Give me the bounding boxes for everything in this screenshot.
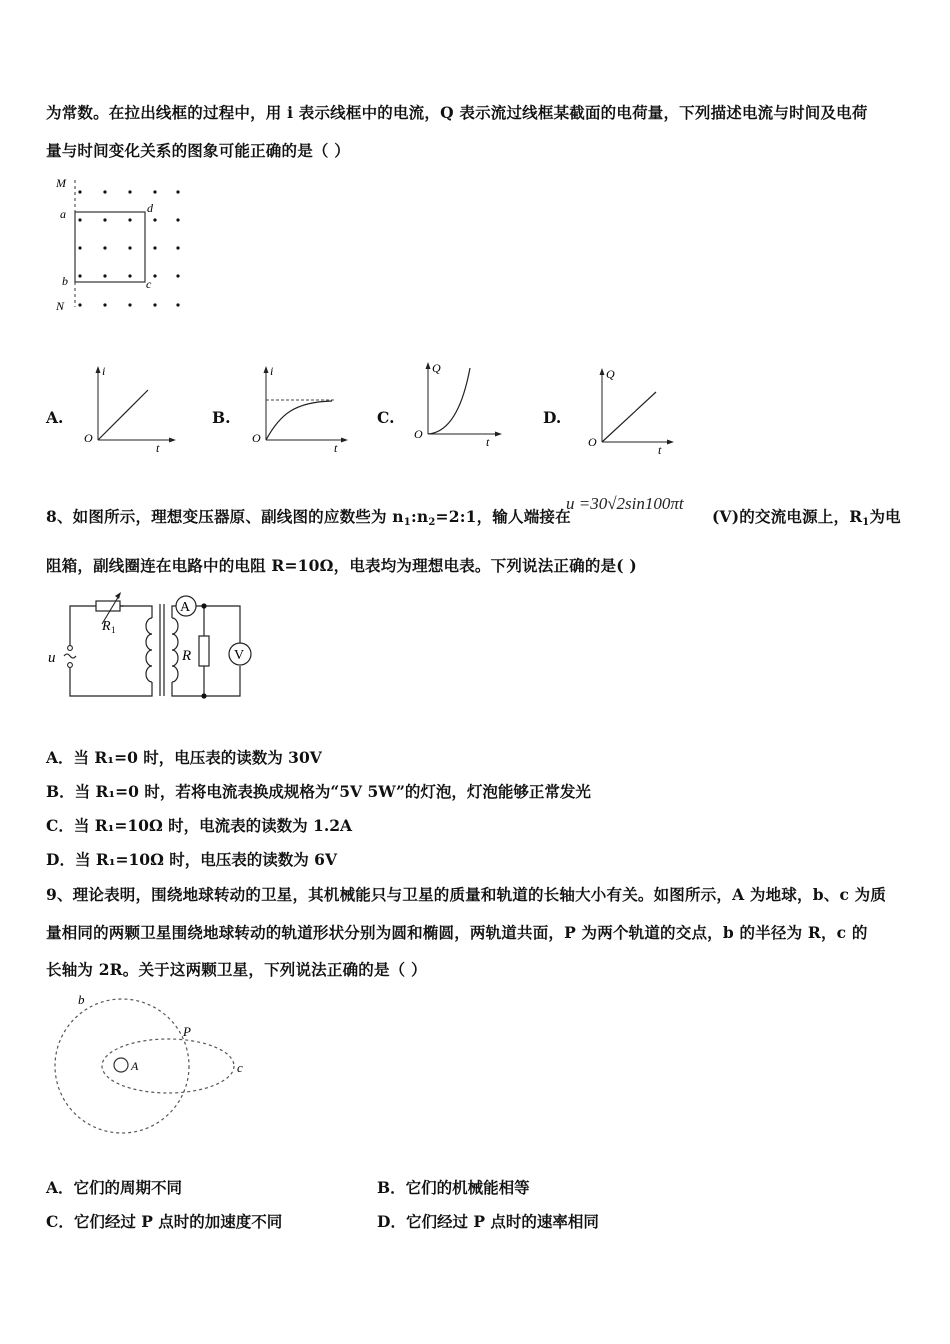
q9-answer-a: A．它们的周期不同 [46,1178,183,1197]
q7-option-c-xlabel: t [486,435,490,449]
q7-wire-frame [75,212,145,282]
q7-option-b-graph [250,362,354,454]
q8-r1-resistor [96,601,120,611]
q9-answer-b: B．它们的机械能相等 [377,1178,530,1197]
q8-label-r1-sub: 1 [111,625,116,635]
q8-ammeter-label: A [180,600,191,615]
q8-line-1: 8、如图所示，理想变压器原、副线图的应数些为 $n_1:n_2=2:1$，输人端接在 [46,507,571,528]
q7-option-b-curve [266,401,332,440]
q9-earth-a [114,1058,128,1072]
q8-voltmeter-label: V [234,648,245,663]
q7-option-a-xlabel: t [156,441,160,454]
q8-label-r1: R [102,619,111,634]
q9-label-b: b [78,992,85,1007]
q8-answer-b: B．当 R₁=0 时，若将电流表换成规格为“5V 5W”的灯泡，灯泡能够正常发光 [46,782,591,801]
q8-answer-d: D．当 R₁=10Ω 时，电压表的读数为 6V [46,850,337,869]
q7-option-d-ylabel: Q [606,367,615,381]
q8-label-u: u [48,650,56,666]
q7-option-a-ylabel: i [102,364,106,378]
q9-orbit-figure [44,990,264,1140]
q7-option-b-letter: B. [212,408,231,427]
q7-option-d-letter: D. [543,408,562,427]
q7-option-d-curve [602,392,656,442]
q7-option-a-letter: A. [46,408,64,427]
q9-answer-d: D．它们经过 P 点时的速率相同 [377,1212,599,1231]
q7-field-dots [78,190,179,306]
q9-line-3: 长轴为 2R。关于这两颗卫星，下列说法正确的是（ ） [46,960,427,979]
q8-circuit [44,590,264,710]
q8-line-2: 阻箱，副线圈连在电路中的电阻 R=10Ω，电表均为理想电表。下列说法正确的是( ) [46,556,637,575]
q8-line-1-tail: (V)的交流电源上，$R_1$为电 [712,507,901,528]
q7-option-a-curve [98,390,148,440]
q7-label-b: b [62,274,68,288]
q7-label-c: c [146,277,152,291]
q7-option-a-graph [82,362,182,454]
q7-line-1: 为常数。在拉出线框的过程中，用 i 表示线框中的电流，Q 表示流过线框某截面的电荷量，下列描述电流与时间及电荷 [46,103,868,122]
q7-label-M: M [56,176,66,190]
q9-label-c: c [237,1060,243,1075]
q8-formula: u =30√2sin100πt [566,494,684,513]
q9-answer-c: C．它们经过 P 点时的加速度不同 [46,1212,283,1231]
q9-line-1: 9、理论表明，围绕地球转动的卫星，其机械能只与卫星的质量和轨道的长轴大小有关。如图所示，A 为地球，b、c 为质 [46,885,887,904]
q7-option-c-ylabel: Q [432,361,441,375]
q7-option-d-graph [586,364,686,456]
q7-option-a-origin: O [84,431,93,445]
q9-line-2: 量相同的两颗卫星围绕地球转动的轨道形状分别为圆和椭圆，两轨道共面，P 为两个轨道的交点，b 的半径为 R，c 的 [46,923,868,942]
q7-option-c-graph [412,358,512,450]
q7-line-2: 量与时间变化关系的图象可能正确的是（ ） [46,141,350,160]
q8-answer-c: C．当 R₁=10Ω 时，电流表的读数为 1.2A [46,816,353,835]
q7-option-d-origin: O [588,435,597,449]
q7-option-c-letter: C. [377,408,395,427]
q9-label-a: A [131,1059,139,1073]
q7-field-figure [50,172,200,317]
q7-option-b-origin: O [252,431,261,445]
q8-label-r: R [182,648,192,664]
q7-label-N: N [56,299,65,313]
q7-option-b-xlabel: t [334,441,338,454]
q7-option-c-curve [428,368,470,434]
q7-option-b-ylabel: i [270,364,274,378]
q8-primary-coil [146,618,152,682]
q8-secondary-coil [172,618,178,682]
q9-label-p: P [183,1024,191,1039]
q8-ac-source-icon [64,654,76,658]
q8-resistor-r [199,636,209,666]
q7-label-a: a [60,207,66,221]
q7-option-d-xlabel: t [658,443,662,456]
q7-option-c-origin: O [414,427,423,441]
q8-answer-a: A．当 R₁=0 时，电压表的读数为 30V [46,748,322,767]
q7-label-d: d [147,201,153,215]
